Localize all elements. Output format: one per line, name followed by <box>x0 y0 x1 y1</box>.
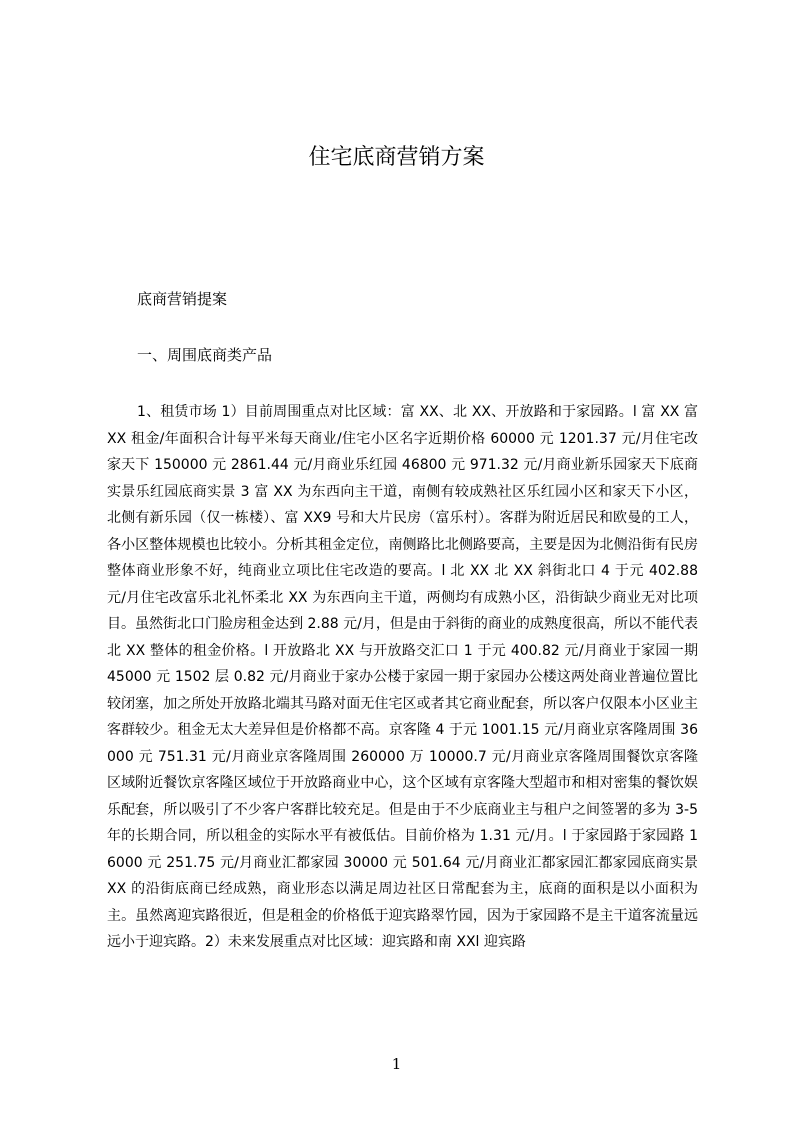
proposal-heading: 底商营销提案 <box>137 290 228 308</box>
section-heading-surrounding-products: 一、周围底商类产品 <box>137 346 273 364</box>
page-number: 1 <box>391 1055 402 1073</box>
document-title: 住宅底商营销方案 <box>308 145 485 170</box>
body-paragraph: 1、租赁市场 1）目前周围重点对比区域：富 XX、北 XX、开放路和于家园路。l 富 XX 富 XX 租金/年面积合计每平米每天商业/住宅小区名字近期价格 60000 元 1201.37 元/月住宅改家天下 150000 元 2861.44 元/月商业乐红园 46800 元 971.32 元/月商业新乐园家天下底商实景乐红园底商实景 3 富 XX 为东西向主干道，南侧有较成熟社区乐红园小区和家天下小区，北侧有新乐园（仅一栋楼）、富 XX9 号和大片民房（富乐村）。客群为附近居民和欧曼的工人，各小区整体规模也比较小。分析其租金定位，南侧路比北侧路要高，主要是因为北侧沿街有民房整体商业形象不好，纯商业立项比住宅改造的要高。l 北 XX 北 XX 斜街北口 4 于元 402.88 元/月住宅改富乐北礼怀柔北 XX 为东西向主干道，两侧均有成熟小区，沿街缺少商业无对比项目。虽然街北口门脸房租金达到 2.88 元/月，但是由于斜街的商业的成熟度很高，所以不能代表北 XX 整体的租金价格。l 开放路北 XX 与开放路交汇口 1 于元 400.82 元/月商业于家园一期 45000 元 1502 层 0.82 元/月商业于家办公楼于家园一期于家园办公楼这两处商业普遍位置比较闭塞，加之所处开放路北端其马路对面无住宅区或者其它商业配套，所以客户仅限本小区业主客群较少。租金无太大差异但是价格都不高。京客隆 4 于元 1001.15 元/月商业京客隆周围 36000 元 751.31 元/月商业京客隆周围 260000 万 10000.7 元/月商业京客隆周围餐饮京客隆区域附近餐饮京客隆区域位于开放路商业中心，这个区域有京客隆大型超市和相对密集的餐饮娱乐配套，所以吸引了不少客户客群比较充足。但是由于不少底商业主与租户之间签署的多为 3-5 年的长期合同，所以租金的实际水平有被低估。目前价格为 1.31 元/月。l 于家园路于家园路 16000 元 251.75 元/月商业汇都家园 30000 元 501.64 元/月商业汇都家园汇都家园底商实景 XX 的沿街底商已经成熟，商业形态以满足周边社区日常配套为主，底商的面积是以小面积为主。虽然离迎宾路很近，但是租金的价格低于迎宾路翠竹园，因为于家园路不是主干道客流量远远小于迎宾路。2）未来发展重点对比区域：迎宾路和南 XXl 迎宾路 <box>107 404 698 950</box>
